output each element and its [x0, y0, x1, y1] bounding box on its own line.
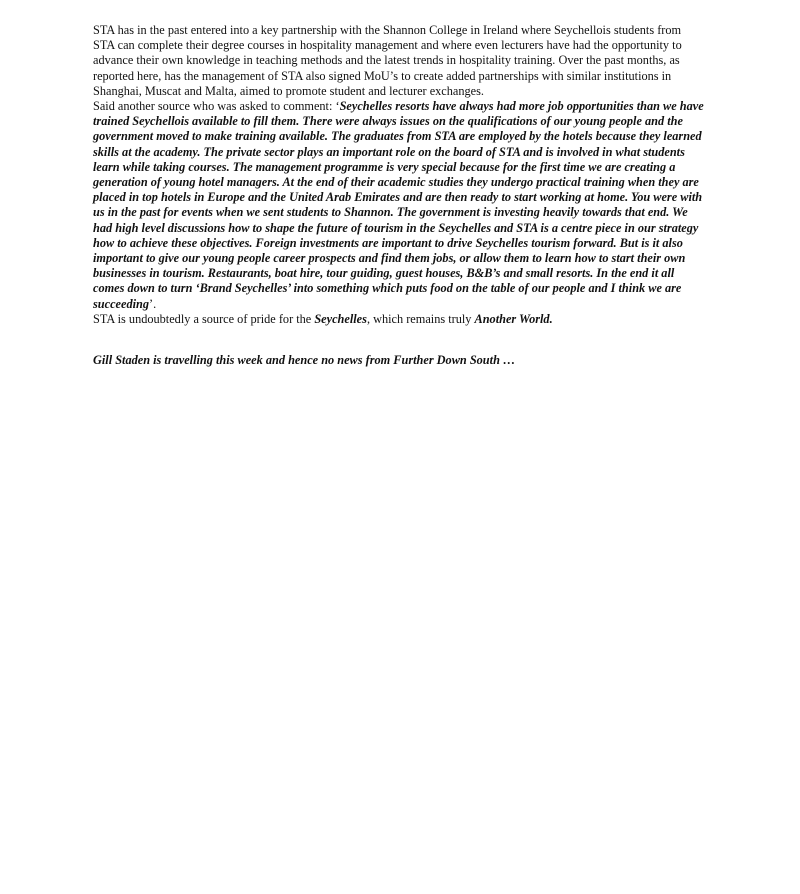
pride-another-world: Another World.	[474, 311, 553, 326]
pride-start: STA is undoubtedly a source of pride for the	[93, 311, 315, 326]
quote-intro: Said another source who was asked to comment: ‘	[93, 99, 340, 114]
paragraph-pride	[93, 312, 705, 327]
article-body	[93, 23, 705, 327]
footer-note: Gill Staden is travelling this week and hence no news from Further Down South …	[93, 353, 516, 367]
pride-seychelles: Seychelles	[314, 311, 367, 326]
paragraph-sta-partnerships-text: STA has in the past entered into a key partnership with the Shannon College in Ireland where Seychellois students from STA can complete their degree courses in hospitality management and where even lecturers have had the opportunity to advance their own knowledge in teaching methods and the latest trends in hospitality training. Over the past months, as reported here, has the management of STA also signed MoU’s to create added partnerships with similar institutions in Shanghai, Muscat and Malta, aimed to promote student and lecturer exchanges.	[93, 23, 682, 98]
paragraph-sta-partnerships	[93, 23, 705, 99]
paragraph-source-quote	[93, 99, 705, 312]
pride-middle: , which remains truly	[366, 311, 475, 326]
quote-body: Seychelles resorts have always had more job opportunities than we have trained Seychellois available to fill them. There were always issues on the qualifications of our young people and the government moved to make training available. The graduates from STA are employed by the hotels because they learned skills at the academy. The private sector plays an important role on the board of STA and is involved in what students learn while taking courses. The management programme is very special because for the first time we are creating a generation of young hotel managers. At the end of their academic studies they undergo practical training when they are placed in top hotels in Europe and the United Arab Emirates and are then ready to start working at home. You were with us in the past for events when we sent students to Shannon. The government is investing heavily towards that end. We had high level discussions how to shape the future of tourism in the Seychelles and STA is a centre piece in our strategy how to achieve these objectives. Foreign investments are important to drive Seychelles tourism forward. But is it also important to give our young people career prospects and find them jobs, or allow them to learn how to start their own businesses in tourism. Restaurants, boat hire, tour guiding, guest houses, B&B’s and small resorts. In the end it all comes down to turn ‘Brand Seychelles’ into something which puts food on the table of our people and I think we are succeeding	[93, 99, 704, 311]
quote-close: ’.	[149, 296, 157, 311]
